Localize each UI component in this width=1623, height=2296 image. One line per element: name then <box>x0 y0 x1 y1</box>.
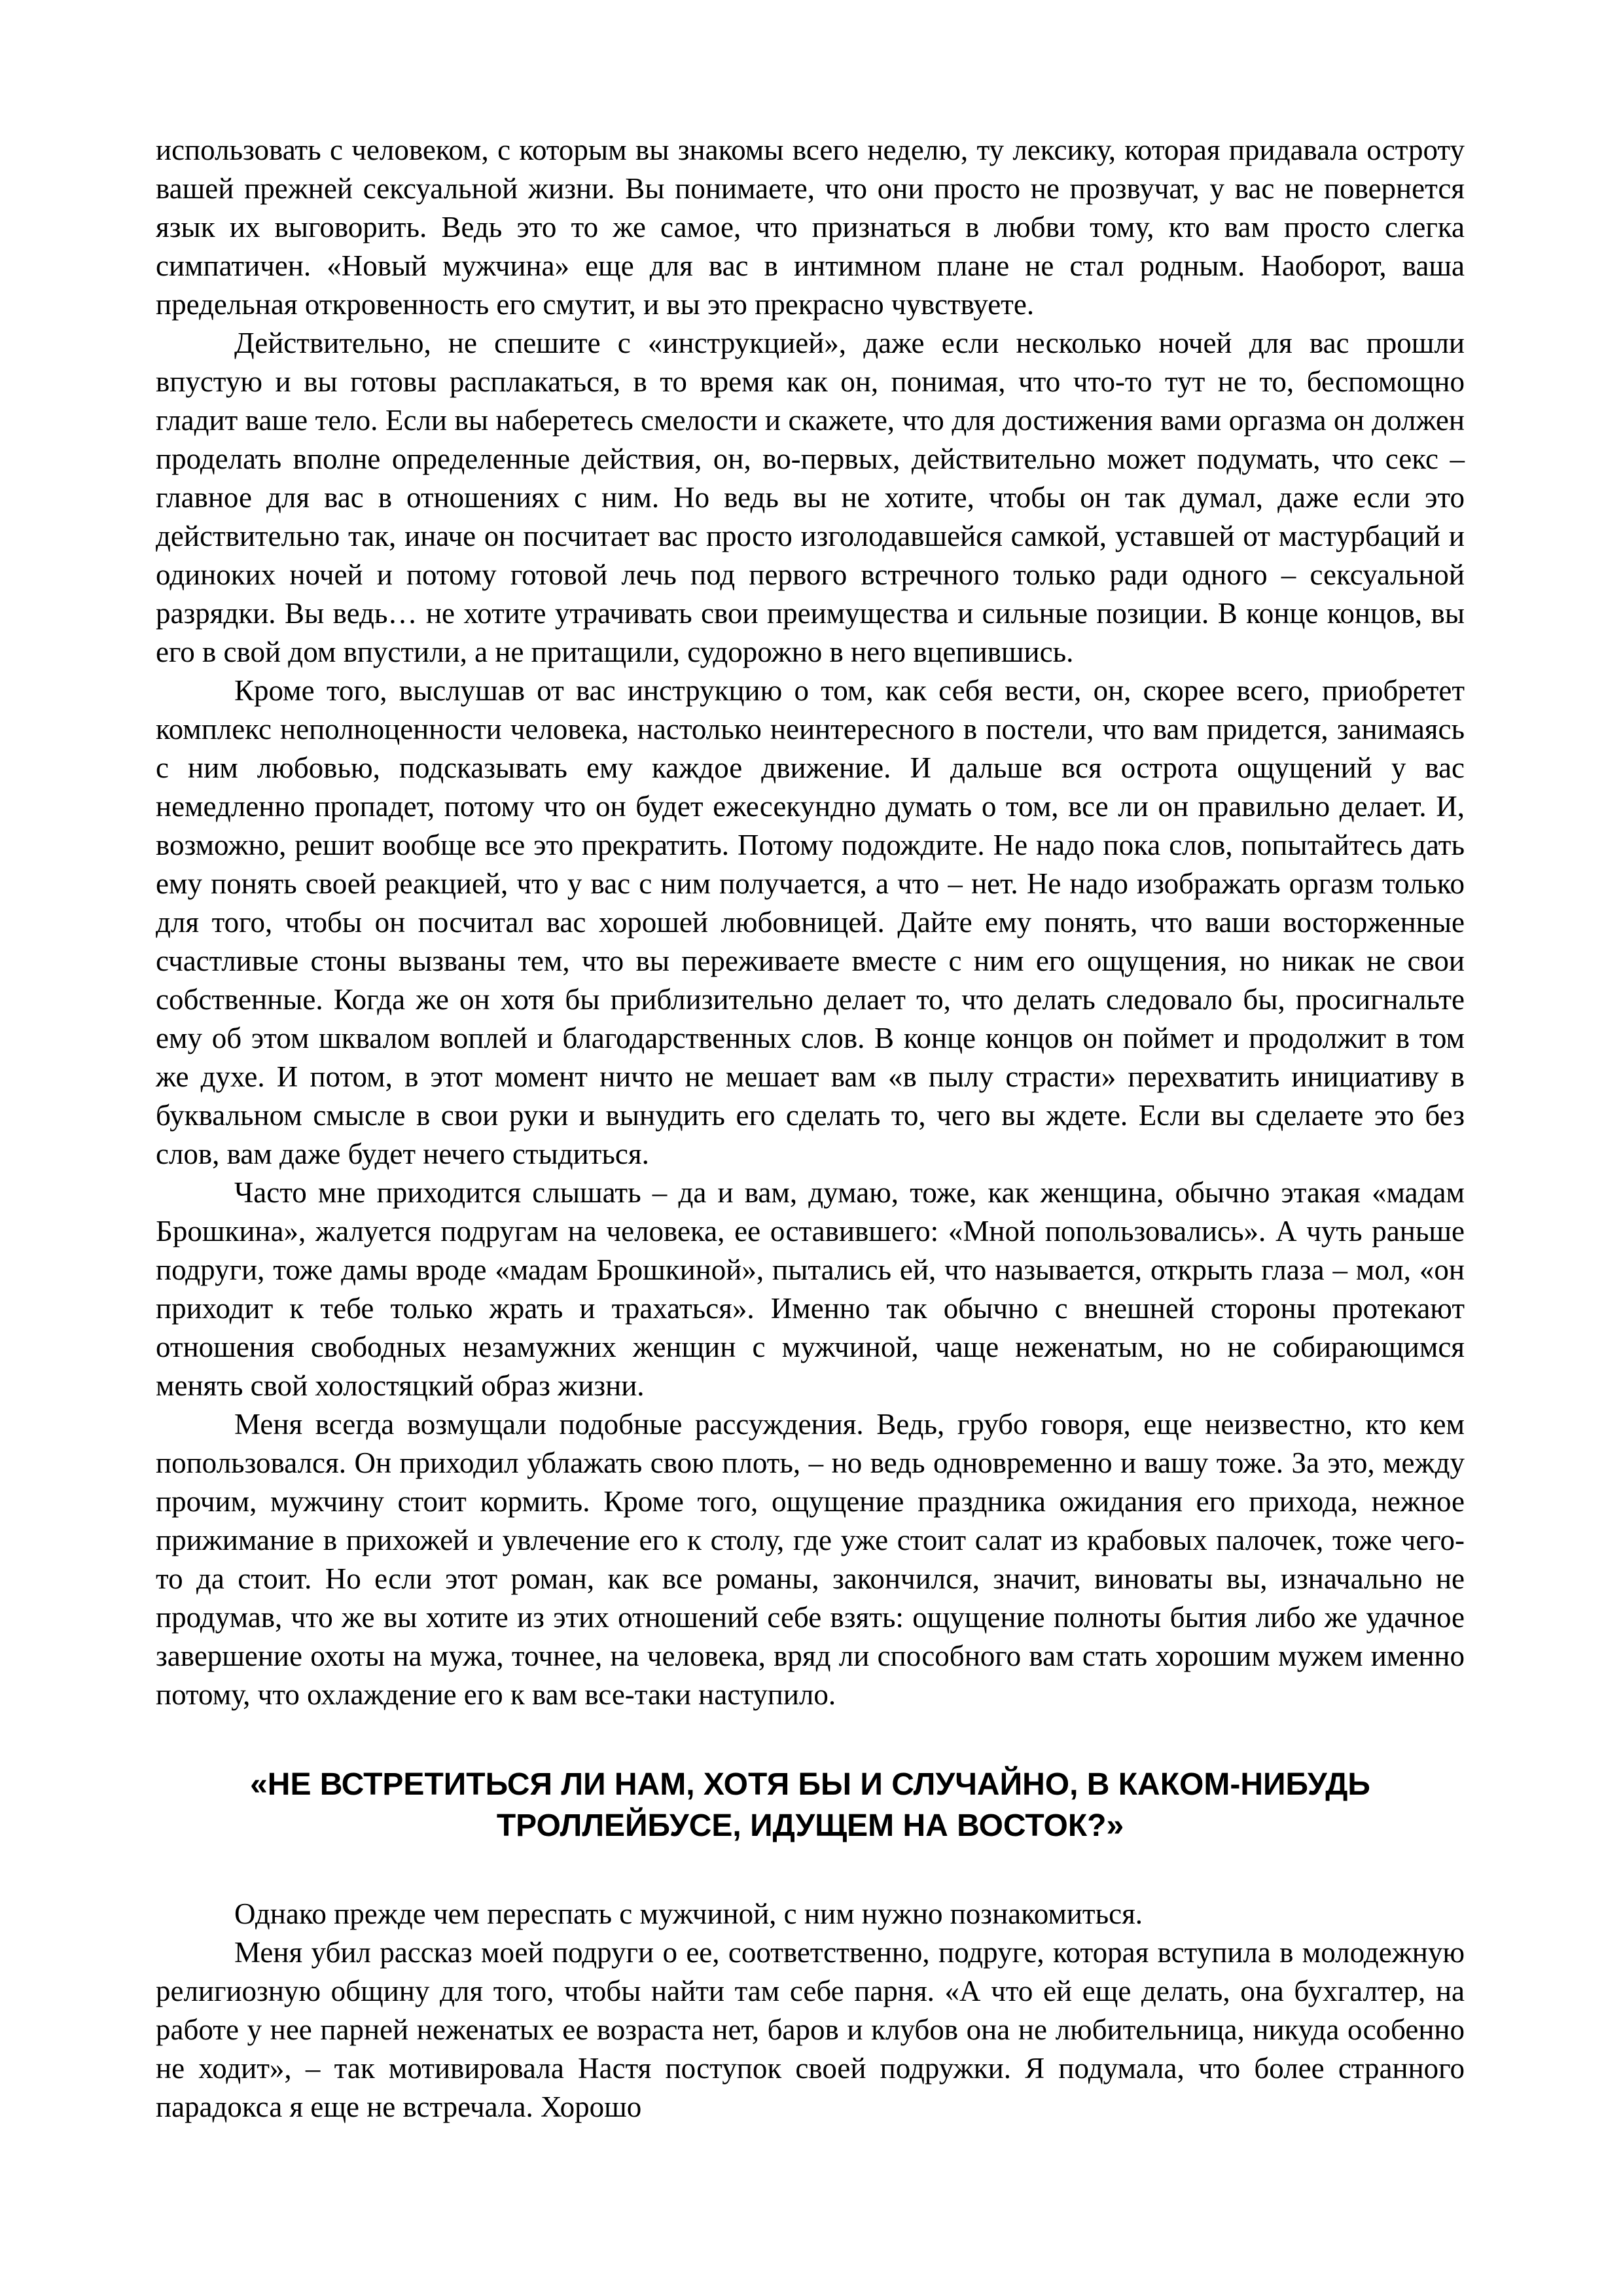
paragraph-reasoning: Меня всегда возмущали подобные рассуждения. Ведь, грубо говоря, еще неизвестно, кто кем попользовался. Он приходил ублажать свою плоть, – но ведь одновременно и вашу тоже. За это, между прочим, мужчину стоит кормить. Кроме того, ощущение праздника ожидания его прихода, нежное прижимание в прихожей и увлечение его к столу, где уже стоит салат из крабовых палочек, тоже чего-то да стоит. Но если этот роман, как все романы, закончился, значит, виноваты вы, изначально не продумав, что же вы хотите из этих отношений себе взять: ощущение полноты бытия либо же удачное завершение охоты на мужа, точнее, на человека, вряд ли способного вам стать хорошим мужем именно потому, что охлаждение его к вам все-таки наступило. <box>156 1408 1465 1711</box>
section-heading-line-1: «НЕ ВСТРЕТИТЬСЯ ЛИ НАМ, ХОТЯ БЫ И СЛУЧАЙНО, В КАКОМ-НИБУДЬ <box>250 1767 1370 1802</box>
paragraph-acquaintance: Однако прежде чем переспать с мужчиной, с ним нужно познакомиться. <box>234 1897 1143 1930</box>
paragraph-continued: использовать с человеком, с которым вы знакомы всего неделю, ту лексику, которая придавала остроту вашей прежней сексуальной жизни. Вы понимаете, что они просто не прозвучат, у вас не повернется язык их выговорить. Ведь это то же самое, что признаться в любви тому, кто вам просто слегка симпатичен. «Новый мужчина» еще для вас в интимном плане не стал родным. Наоборот, ваша предельная откровенность его смутит, и вы это прекрасно чувствуете. <box>156 134 1465 321</box>
section-heading-line-2: ТРОЛЛЕЙБУСЕ, ИДУЩЕМ НА ВОСТОК?» <box>496 1808 1124 1843</box>
paragraph-madam-broshkina: Часто мне приходится слышать – да и вам, думаю, тоже, как женщина, обычно этакая «мадам Брошкина», жалуется подругам на человека, ее оставившего: «Мной попользовались». А чуть раньше подруги, тоже дамы вроде «мадам Брошкиной», пытались ей, что называется, открыть глаза – мол, «он приходит к тебе только жрать и трахаться». Именно так обычно с внешней стороны протекают отношения свободных незамужних женщин с мужчиной, чаще неженатым, но не собирающимся менять свой холостяцкий образ жизни. <box>156 1176 1465 1402</box>
paragraph-instruction: Действительно, не спешите с «инструкцией», даже если несколько ночей для вас прошли впустую и вы готовы расплакаться, в то время как он, понимая, что что-то тут не то, беспомощно гладит ваше тело. Если вы наберетесь смелости и скажете, что для достижения вами оргазма он должен проделать вполне определенные действия, он, во-первых, действительно может подумать, что секс – главное для вас в отношениях с ним. Но ведь вы не хотите, чтобы он так думал, даже если это действительно так, иначе он посчитает вас просто изголодавшейся самкой, уставшей от мастурбаций и одиноких ночей и потому готовой лечь под первого встречного только ради одного – сексуальной разрядки. Вы ведь… не хотите утрачивать свои преимущества и сильные позиции. В конце концов, вы его в свой дом впустили, а не притащили, судорожно в него вцепившись. <box>156 327 1465 668</box>
document-page <box>156 131 1465 2126</box>
section-heading <box>156 1764 1465 1846</box>
paragraph-friend-story: Меня убил рассказ моей подруги о ее, соответственно, подруге, которая вступила в молодежную религиозную общину для того, чтобы найти там себе парня. «А что ей еще делать, она бухгалтер, на работе у нее парней неженатых ее возраста нет, баров и клубов она не любительница, никуда особенно не ходит», – так мотивировала Настя поступок своей подружки. Я подумала, что более странного парадокса я еще не встречала. Хорошо <box>156 1936 1465 2123</box>
paragraph-complex: Кроме того, выслушав от вас инструкцию о том, как себя вести, он, скорее всего, приобретет комплекс неполноценности человека, настолько неинтересного в постели, что вам придется, занимаясь с ним любовью, подсказывать ему каждое движение. И дальше вся острота ощущений у вас немедленно пропадет, потому что он будет ежесекундно думать о том, все ли он правильно делает. И, возможно, решит вообще все это прекратить. Потому подождите. Не надо пока слов, попытайтесь дать ему понять своей реакцией, что у вас с ним получается, а что – нет. Не надо изображать оргазм только для того, чтобы он посчитал вас хорошей любовницей. Дайте ему понять, что ваши восторженные счастливые стоны вызваны тем, что вы переживаете вместе с ним его ощущения, но никак не свои собственные. Когда же он хотя бы приблизительно делает то, что делать следовало бы, просигнальте ему об этом шквалом воплей и благодарственных слов. В конце концов он поймет и продолжит в том же духе. И потом, в этот момент ничто не мешает вам «в пылу страсти» перехватить инициативу в буквальном смысле в свои руки и вынудить его сделать то, чего вы ждете. Если вы сделаете это без слов, вам даже будет нечего стыдиться. <box>156 674 1465 1170</box>
